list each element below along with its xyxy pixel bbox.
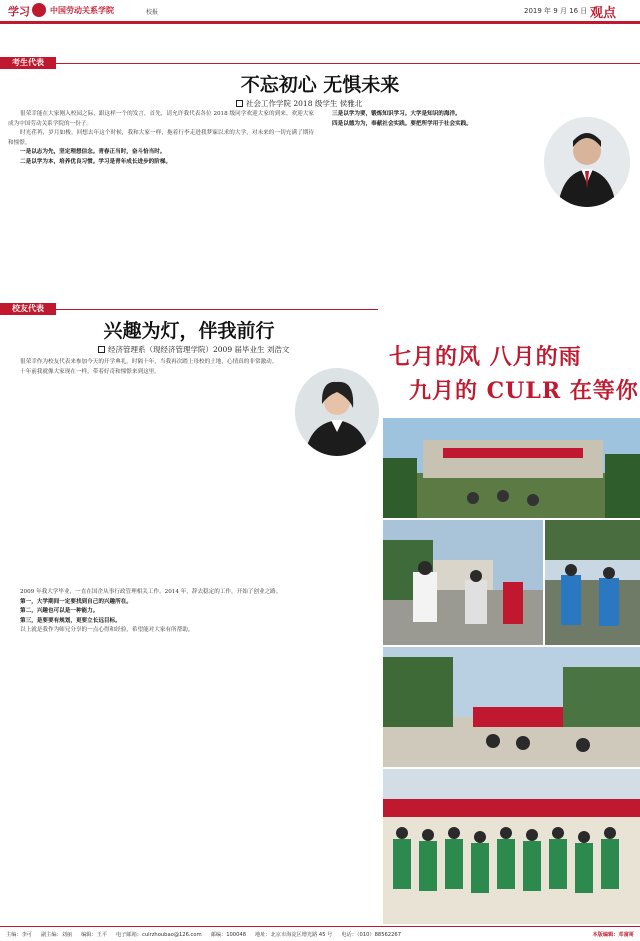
footer-item: 编辑：王平: [81, 931, 108, 938]
masthead: [0, 0, 640, 24]
footer-item: 副主编：刘丽: [40, 931, 73, 938]
school-emblem-icon: [32, 3, 46, 17]
banner-line: 七月的风 八月的雨: [389, 344, 582, 370]
article-title: 兴趣为灯，伴我前行: [103, 320, 275, 342]
author-portrait: [544, 117, 630, 207]
photo-registration: [383, 647, 640, 767]
paragraph: [8, 607, 378, 617]
page-editor: 本版编辑：邓富哥: [592, 931, 634, 938]
section-title: 观点: [590, 6, 617, 21]
masthead-rule: [0, 21, 640, 24]
article-body-left: [8, 358, 290, 586]
paragraph: 时光荏苒，岁月如梭。回想去年这个时候，我和大家一样，拖着行李走进我梦寐以求的大学，对未来的一切充满了期待和憧憬。: [8, 130, 314, 146]
photo-student-volunteers: [545, 520, 640, 645]
footer-item: 邮编：100048: [210, 931, 247, 938]
footer-phone: 电话：（010）88562267: [341, 931, 402, 938]
byline-box-icon: [98, 346, 105, 353]
paragraph: [8, 148, 314, 158]
paragraph: [8, 598, 378, 608]
paragraph-lead: 第三，是要要有规划，更要立长远目标。: [20, 617, 121, 624]
photo-campus-gate: [383, 418, 640, 518]
school-name: 中国劳动关系学院: [50, 6, 114, 15]
paragraph: 以上就是我作为师兄分享的一点心得和经验，希望能对大家有所帮助。: [20, 627, 194, 634]
page-footer: [0, 926, 640, 941]
issue-date: 2019 年 9 月 16 日: [524, 7, 588, 15]
paragraph-lead: 二是以学为本，培养优良习惯。学习是青年成长进步的阶梯。: [20, 158, 172, 165]
paragraph: [8, 617, 378, 627]
paragraph-lead: 第二，兴趣也可以是一种能力。: [20, 608, 99, 615]
banner-line: 九月的 CULR 在等你: [409, 378, 639, 404]
paragraph-lead: 一是以志为先，坚定理想信念。青春正当时，奋斗恰当时。: [20, 149, 166, 156]
footer-address: 地址：北京市海淀区增光路 45 号: [255, 931, 333, 938]
paragraph: 2009 年我大学毕业，一直在国企从事行政管理相关工作。2014 年，辞去稳定的工作，开始了创业之路。: [20, 589, 282, 595]
footer-email: 电子邮箱：culrzhoubao@126.com: [116, 931, 202, 938]
column-tag: 考生代表: [0, 57, 56, 69]
paragraph: 十年前我就像大家现在一样，带着好奇和憧憬来到这里。: [20, 368, 160, 375]
byline-text: 社会工作学院 2018 级学生 侯雅北: [246, 99, 363, 108]
footer-item: 主编：李可: [6, 931, 32, 938]
paragraph: 很荣幸能在大家刚入校园之际，跟这样一个的发言，首先，请允许我代表各位 2018 级同学欢迎大家的到来。欢迎大家成为中国劳动关系学院的一份子。: [8, 111, 314, 127]
tag-rule: [56, 309, 378, 310]
column-tag: 校友代表: [0, 303, 56, 315]
alumni-portrait: [295, 368, 379, 456]
paragraph-lead: 四是以德为为，奉献社会实践。要把所学用于社会实践。: [332, 120, 472, 127]
article-body-bottom: [8, 588, 378, 918]
photo-group: [383, 769, 640, 924]
paragraph-lead: 三是以学为要，锻炼知识学习。大学是知识的海洋。: [332, 111, 461, 117]
article-byline: [236, 98, 362, 109]
paper-type: 校报: [146, 9, 159, 16]
masthead-logo: 学习: [8, 5, 30, 18]
article-title: 不忘初心 无惧未来: [240, 74, 400, 96]
photo-freshmen-arrival: [383, 520, 543, 645]
paragraph: [8, 158, 314, 168]
campus-banner: [383, 336, 640, 416]
paragraph-lead: 第一，大学期间一定要找到自己的兴趣所在。: [20, 598, 132, 605]
byline-box-icon: [236, 100, 243, 107]
article-byline: [98, 344, 289, 355]
article-body-left: [8, 110, 314, 296]
paragraph: 很荣幸作为校友代表来参加今天的开学典礼。时隔十年，当我再次踏上母校的土地，心情真的非常激动。: [20, 359, 278, 365]
byline-text: 经济管理系（现经济管理学院）2009 届毕业生 刘浩文: [108, 345, 290, 354]
tag-rule: [56, 63, 640, 64]
